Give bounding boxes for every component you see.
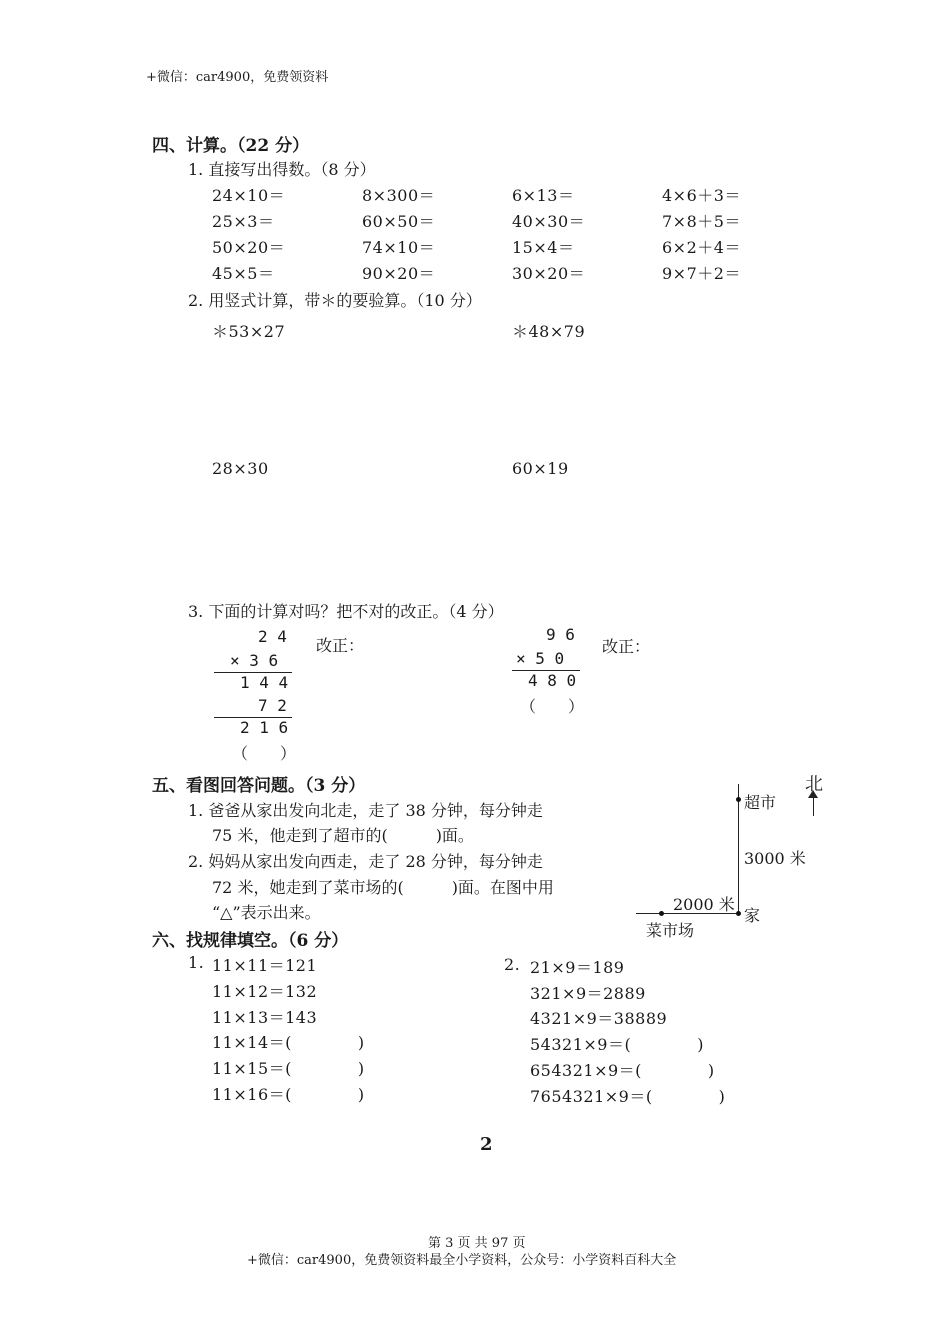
section-6-title: 六、找规律填空。（6 分） bbox=[152, 931, 349, 951]
home-point bbox=[736, 911, 741, 916]
q5-line: 72 米，她走到了菜市场的( )面。在图中用 bbox=[212, 878, 554, 897]
calc1-result: 2 1 6 bbox=[240, 718, 289, 737]
pattern-line: 321×9＝2889 bbox=[530, 984, 646, 1003]
calc-item: 50×20＝ bbox=[212, 238, 286, 257]
calc1-fix-label: 改正： bbox=[316, 636, 365, 655]
pattern-2-label: 2. bbox=[504, 955, 521, 974]
q5-line: “△”表示出来。 bbox=[212, 903, 321, 922]
north-arrow-head-icon bbox=[808, 790, 818, 798]
vertical-calc-item: ＊53×27 bbox=[212, 322, 286, 341]
north-distance-label: 3000 米 bbox=[744, 849, 806, 868]
header-note: +微信：car4900，免费领资料 bbox=[146, 70, 329, 85]
pattern-1-label: 1. bbox=[188, 953, 205, 972]
calc-item: 24×10＝ bbox=[212, 186, 286, 205]
calc-item: 4×6＋3＝ bbox=[662, 186, 741, 205]
footer-page-info: 第 3 页 共 97 页 bbox=[428, 1236, 526, 1251]
calc-item: 45×5＝ bbox=[212, 264, 275, 283]
calc1-partial1: 1 4 4 bbox=[240, 673, 289, 692]
north-road bbox=[738, 784, 739, 914]
pattern-line: 11×16＝( ) bbox=[212, 1085, 365, 1104]
vertical-calc-item: ＊48×79 bbox=[512, 322, 586, 341]
supermarket-point bbox=[736, 797, 741, 802]
calc-item: 40×30＝ bbox=[512, 212, 586, 231]
calc-item: 8×300＝ bbox=[362, 186, 436, 205]
pattern-line: 4321×9＝38889 bbox=[530, 1009, 668, 1028]
calc-item: 30×20＝ bbox=[512, 264, 586, 283]
west-distance-label: 2000 米 bbox=[673, 895, 735, 914]
pattern-line: 654321×9＝( ) bbox=[530, 1061, 715, 1080]
pattern-line: 11×14＝( ) bbox=[212, 1033, 365, 1052]
q3-title: 3. 下面的计算对吗？把不对的改正。（4 分） bbox=[188, 602, 504, 621]
page-number: 2 bbox=[480, 1134, 493, 1155]
north-label: 北 bbox=[805, 774, 823, 795]
calc-item: 7×8＋5＝ bbox=[662, 212, 741, 231]
calc2-fix-label: 改正： bbox=[602, 637, 651, 656]
section-4-title: 四、计算。（22 分） bbox=[152, 136, 310, 156]
pattern-line: 11×11＝121 bbox=[212, 956, 318, 975]
calc2-mul: × 5 0 bbox=[516, 649, 565, 668]
calc-item: 90×20＝ bbox=[362, 264, 436, 283]
vertical-calc-item: 60×19 bbox=[512, 459, 569, 478]
market-point bbox=[659, 911, 664, 916]
home-label: 家 bbox=[744, 906, 761, 925]
calc-item: 9×7＋2＝ bbox=[662, 264, 741, 283]
vertical-calc-item: 28×30 bbox=[212, 459, 269, 478]
calc-item: 6×2＋4＝ bbox=[662, 238, 741, 257]
calc-item: 15×4＝ bbox=[512, 238, 575, 257]
calc1-top: 2 4 bbox=[258, 627, 287, 646]
q5-line: 2. 妈妈从家出发向西走，走了 28 分钟，每分钟走 bbox=[188, 852, 543, 871]
calc2-result: 4 8 0 bbox=[528, 671, 577, 690]
calc-item: 60×50＝ bbox=[362, 212, 436, 231]
calc-item: 25×3＝ bbox=[212, 212, 275, 231]
q5-line: 75 米，他走到了超市的( )面。 bbox=[212, 826, 474, 845]
footer-note: +微信：car4900，免费领资料最全小学资料，公众号：小学资料百科大全 bbox=[247, 1253, 677, 1268]
calc-item: 74×10＝ bbox=[362, 238, 436, 257]
q5-line: 1. 爸爸从家出发向北走，走了 38 分钟，每分钟走 bbox=[188, 801, 543, 820]
calc1-answer-paren: （ ） bbox=[232, 744, 297, 763]
pattern-line: 11×13＝143 bbox=[212, 1008, 318, 1027]
pattern-line: 11×12＝132 bbox=[212, 982, 318, 1001]
q1-title: 1. 直接写出得数。（8 分） bbox=[188, 160, 376, 179]
market-label: 菜市场 bbox=[646, 921, 695, 940]
section-5-title: 五、看图回答问题。（3 分） bbox=[152, 776, 366, 796]
calc-item: 6×13＝ bbox=[512, 186, 575, 205]
pattern-line: 54321×9＝( ) bbox=[530, 1035, 704, 1054]
pattern-line: 11×15＝( ) bbox=[212, 1059, 365, 1078]
pattern-line: 21×9＝189 bbox=[530, 958, 625, 977]
north-arrow-icon bbox=[813, 796, 814, 816]
q2-title: 2. 用竖式计算，带＊的要验算。（10 分） bbox=[188, 291, 482, 310]
calc2-top: 9 6 bbox=[546, 625, 575, 644]
pattern-line: 7654321×9＝( ) bbox=[530, 1087, 726, 1106]
calc1-mul: × 3 6 bbox=[230, 651, 279, 670]
supermarket-label: 超市 bbox=[744, 793, 777, 812]
calc2-answer-paren: （ ） bbox=[520, 697, 585, 716]
calc1-partial2: 7 2 bbox=[258, 696, 287, 715]
